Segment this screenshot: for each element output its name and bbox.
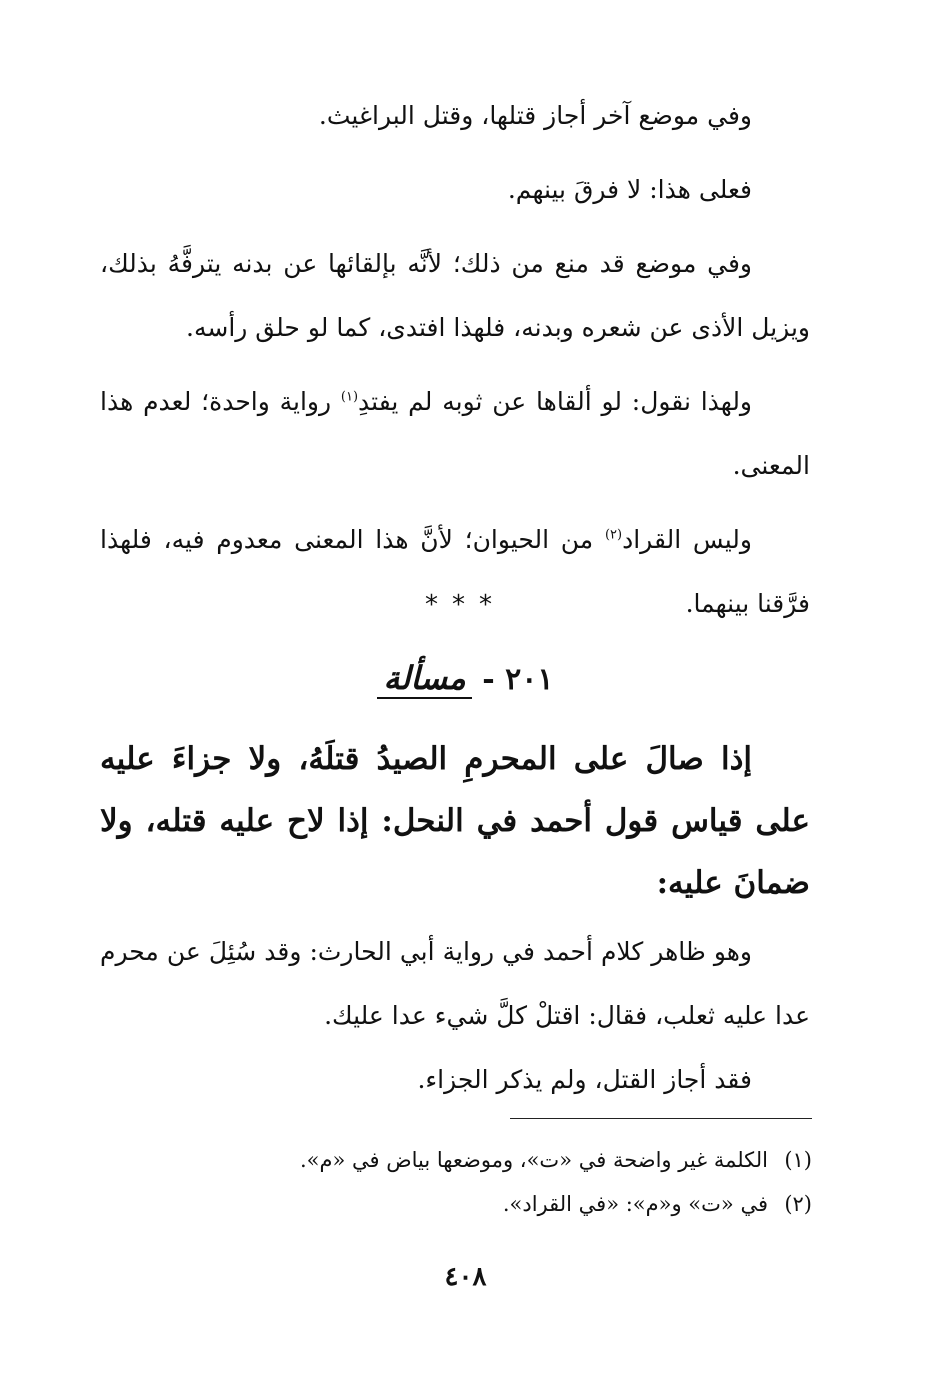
paragraph-4-part-1: ولهذا نقول: لو ألقاها عن ثوبه لم يفتدِ: [358, 387, 753, 416]
paragraph-5-part-1: وليس القراد: [622, 525, 752, 554]
footnote-divider: [510, 1118, 812, 1119]
paragraph-5-part-2: من الحيوان؛ لأنَّ هذا المعنى معدوم فيه، فلهذا فرَّقنا بينهما.: [100, 525, 810, 618]
bottom-text-block: [100, 920, 810, 1112]
footnote-2: [240, 1182, 812, 1226]
section-heading: [0, 659, 931, 697]
paragraph-1: وفي موضع آخر أجاز قتلها، وقتل البراغيث.: [318, 101, 752, 130]
paragraph-4-part-2: رواية واحدة؛ لعدم هذا المعنى.: [100, 387, 810, 480]
footnote-marker-1: (١): [340, 389, 359, 405]
footnote-marker-2: (٢): [604, 527, 623, 543]
paragraph-6: وهو ظاهر كلام أحمد في رواية أبي الحارث: وقد سُئِلَ عن محرم عدا عليه ثعلب، فقال: اقتلْ كلَّ شيء عدا عليك.: [100, 937, 810, 1030]
top-text-block: [100, 84, 810, 646]
footnote-1-text: الكلمة غير واضحة في «ت»، وموضعها بياض في «م».: [299, 1148, 768, 1172]
paragraph-7: فقد أجاز القتل، ولم يذكر الجزاء.: [417, 1065, 752, 1094]
footnote-1-number: (١): [784, 1148, 812, 1172]
footnote-2-number: (٢): [784, 1192, 812, 1216]
footnote-2-text: في «ت» و«م»: «في القراد».: [502, 1192, 768, 1216]
page-number: ٤٠٨: [444, 1262, 487, 1292]
issue-statement: إذا صالَ على المحرمِ الصيدُ قتلَهُ، ولا جزاءَ عليه على قياس قول أحمد في النحل: إذا لاح عليه قتله، ولا ضمانَ عليه:: [100, 741, 810, 901]
paragraph-3: وفي موضع قد منع من ذلك؛ لأنَّه بإلقائها عن بدنه يترفَّهُ بذلك، ويزيل الأذى عن شعره وبدنه، فلهذا افتدى، كما لو حلق رأسه.: [100, 249, 810, 342]
section-separator: ***: [425, 590, 506, 620]
heading-title: مسألة: [377, 659, 471, 699]
paragraph-2: فعلى هذا: لا فرقَ بينهم.: [507, 175, 752, 204]
heading-number: ٢٠١ -: [482, 662, 554, 697]
footnote-1: [240, 1138, 812, 1182]
footnotes: [240, 1138, 812, 1226]
paragraph-4: [100, 370, 810, 498]
